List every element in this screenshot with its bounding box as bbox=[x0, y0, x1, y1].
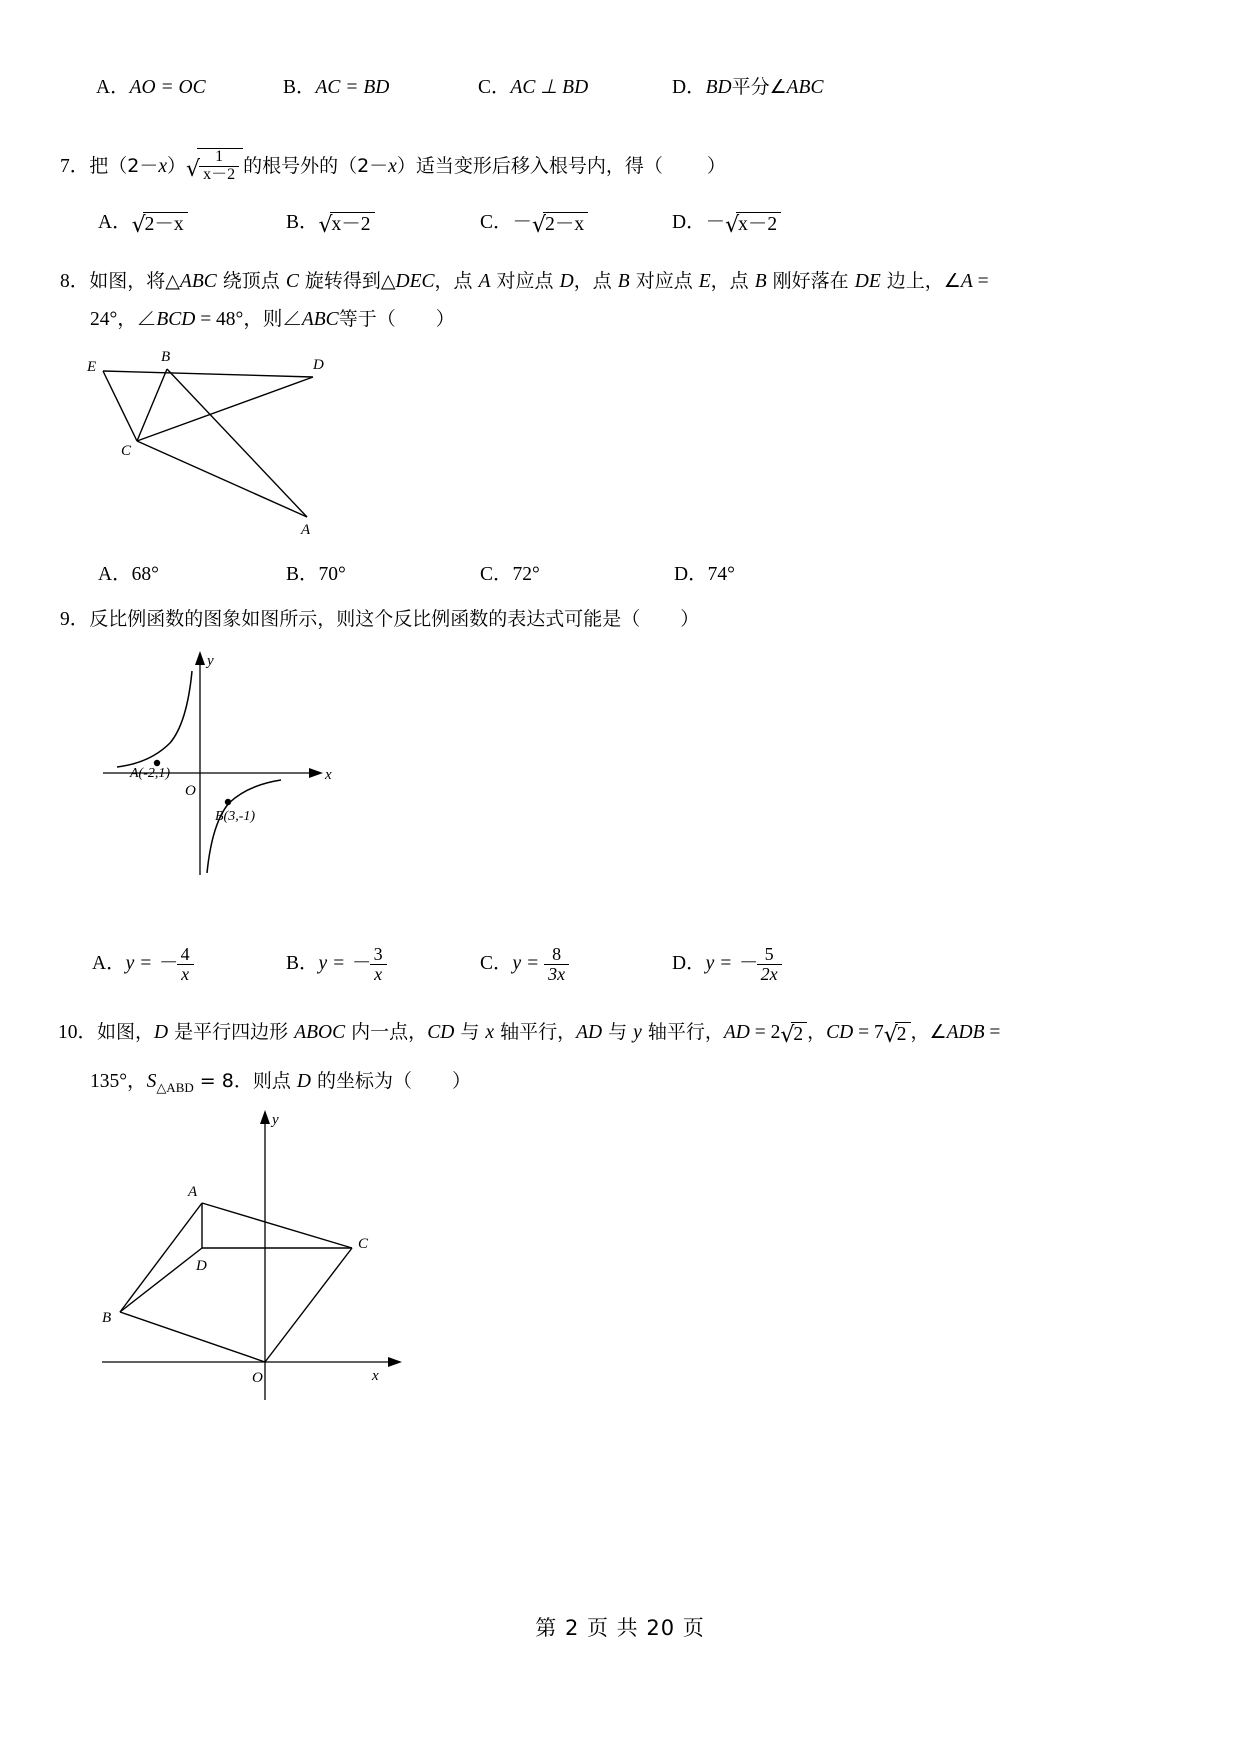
svg-text:x: x bbox=[325, 767, 332, 783]
q10-l1-j: = 7 bbox=[853, 1021, 884, 1043]
q8-abc2: ABC bbox=[301, 309, 339, 330]
svg-text:A(-2,1): A(-2,1) bbox=[130, 766, 171, 781]
q7-option-b-radicand: x－2 bbox=[330, 212, 375, 235]
q9-option-b-label: B． bbox=[286, 952, 319, 974]
svg-text:x: x bbox=[372, 1368, 379, 1384]
q10-l1-k: ，∠ bbox=[910, 1020, 947, 1043]
q9-option-b-lead: y = － bbox=[318, 952, 370, 974]
q8-l2-a: 24°，∠ bbox=[90, 309, 157, 330]
q10-ad: AD bbox=[576, 1021, 603, 1043]
q9-option-c-num: 8 bbox=[544, 945, 569, 965]
q10-ad2: AD bbox=[723, 1021, 750, 1043]
q8-option-d-text: 74° bbox=[707, 564, 735, 585]
q10-l1-h: = 2 bbox=[749, 1021, 781, 1043]
q10-l1-c: 内一点， bbox=[345, 1020, 428, 1043]
q9-stem-end: ） bbox=[680, 608, 700, 630]
q10-rad1: 2 bbox=[791, 1022, 807, 1045]
q6-option-a[interactable] bbox=[96, 78, 206, 98]
q9-figure bbox=[95, 645, 355, 885]
svg-text:B: B bbox=[102, 1310, 112, 1326]
q6-option-a-text: AO = OC bbox=[129, 77, 206, 98]
q10-l1-f: 与 bbox=[602, 1020, 634, 1043]
q10-l1-b: 是平行四边形 bbox=[168, 1020, 295, 1043]
q8-l1-d: ，点 bbox=[434, 270, 479, 292]
svg-text:O: O bbox=[252, 1370, 263, 1386]
q10-d2: D bbox=[296, 1071, 311, 1092]
q8-a: A bbox=[478, 271, 491, 292]
q9-option-b-num: 3 bbox=[370, 945, 387, 965]
q6-option-c[interactable] bbox=[478, 78, 588, 98]
q9-stem bbox=[60, 610, 699, 630]
q8-number: 8． bbox=[60, 271, 90, 292]
q10-y: y bbox=[633, 1021, 642, 1043]
q10-stem-line2 bbox=[90, 1072, 471, 1094]
radical-sign-icon: √ bbox=[725, 213, 740, 238]
q7-option-d-sign: － bbox=[705, 211, 726, 233]
radical-sign-icon: √ bbox=[532, 213, 547, 238]
q9-option-d-label: D． bbox=[672, 952, 706, 974]
q8-l1-f: ，点 bbox=[573, 270, 618, 292]
q6-option-d-cn: 平分∠ bbox=[731, 76, 787, 98]
q9-option-c-lead: y = bbox=[512, 952, 545, 974]
q9-option-a[interactable] bbox=[92, 945, 194, 984]
q8-option-c-label: C． bbox=[480, 564, 513, 585]
triangle-symbol-icon: △ bbox=[380, 270, 396, 292]
q10-s-label: S bbox=[146, 1071, 157, 1092]
q8-bcd: BCD bbox=[156, 309, 196, 330]
q8-l1-i: 刚好落在 bbox=[766, 270, 855, 292]
q10-aboc: ABOC bbox=[294, 1021, 346, 1043]
q8-l1-j: 边上，∠ bbox=[880, 270, 961, 292]
q8-figure bbox=[85, 345, 365, 545]
q8-l1-a: 如图，将 bbox=[89, 270, 166, 292]
q7-stem-part1: 把（2－ bbox=[89, 154, 159, 177]
q10-l1-l: = bbox=[984, 1021, 1001, 1043]
q8-b2: B bbox=[754, 271, 767, 292]
q10-cd2: CD bbox=[826, 1021, 854, 1043]
radical-sign-icon: √ bbox=[780, 1023, 795, 1048]
radical-sign-icon: √ bbox=[318, 213, 333, 238]
q9-option-c-den: 3x bbox=[548, 963, 566, 984]
svg-text:B: B bbox=[161, 349, 171, 365]
svg-text:O: O bbox=[185, 783, 196, 799]
q8-d: D bbox=[559, 271, 574, 292]
svg-text:y: y bbox=[207, 653, 214, 669]
q7-option-c-radicand: 2－x bbox=[543, 212, 588, 235]
q7-stem-part4: ）适当变形后移入根号内，得（ bbox=[396, 154, 663, 177]
q8-b: B bbox=[617, 271, 630, 292]
q6-option-d[interactable] bbox=[672, 78, 823, 98]
q10-x: x bbox=[485, 1021, 495, 1043]
q9-option-d-num: 5 bbox=[757, 945, 782, 965]
q9-option-d-lead: y = － bbox=[705, 952, 757, 974]
q9-option-a-label: A． bbox=[92, 952, 126, 974]
svg-text:D: D bbox=[313, 357, 324, 373]
q8-l2-b: = 48°，则∠ bbox=[195, 309, 302, 330]
q10-rad2: 2 bbox=[895, 1022, 911, 1045]
q6-option-b-label: B． bbox=[283, 77, 316, 98]
q9-stem-text: 反比例函数的图象如图所示，则这个反比例函数的表达式可能是（ bbox=[89, 608, 641, 630]
q8-c: C bbox=[285, 271, 299, 292]
q10-l2-d: ） bbox=[452, 1070, 472, 1092]
q7-stem-part5: ） bbox=[706, 154, 726, 177]
q9-option-a-den: x bbox=[181, 963, 190, 984]
q7-stem-x2: x bbox=[388, 155, 397, 177]
svg-text:E: E bbox=[87, 359, 97, 375]
q6-option-c-text: AC ⊥ BD bbox=[510, 77, 589, 98]
q7-stem-part2: ） bbox=[167, 154, 187, 177]
q8-option-a[interactable] bbox=[98, 565, 159, 585]
q7-radical-denominator: x－2 bbox=[203, 165, 236, 183]
q7-option-a[interactable] bbox=[98, 211, 188, 238]
q7-option-b[interactable] bbox=[286, 211, 375, 238]
q8-e: E bbox=[698, 271, 711, 292]
q9-option-d[interactable] bbox=[672, 945, 782, 984]
q10-stem-line1 bbox=[58, 1020, 1001, 1048]
q6-option-d-italic: BD bbox=[705, 77, 732, 98]
q7-option-d[interactable] bbox=[672, 211, 781, 238]
q8-option-c-text: 72° bbox=[512, 564, 540, 585]
q7-option-a-label: A． bbox=[98, 211, 132, 233]
q8-dec: DEC bbox=[395, 271, 435, 292]
q7-option-b-label: B． bbox=[286, 211, 319, 233]
q7-radical bbox=[186, 148, 243, 187]
q8-de: DE bbox=[854, 271, 881, 292]
q8-l1-h: ，点 bbox=[710, 270, 755, 292]
q8-option-b-text: 70° bbox=[318, 564, 346, 585]
radical-sign-icon: √ bbox=[186, 156, 201, 182]
radical-sign-icon: √ bbox=[883, 1023, 898, 1048]
q8-stem-line1 bbox=[60, 272, 989, 292]
q7-option-a-radicand: 2－x bbox=[143, 212, 188, 235]
q9-option-c-label: C． bbox=[480, 952, 513, 974]
q10-l2-a: 135°， bbox=[90, 1071, 147, 1092]
q8-abc: ABC bbox=[179, 271, 217, 292]
q8-option-d[interactable] bbox=[674, 565, 735, 585]
q9-option-b[interactable] bbox=[286, 945, 387, 984]
q7-number: 7． bbox=[60, 155, 90, 177]
q10-l1-a: 如图， bbox=[97, 1020, 155, 1043]
q10-l1-d: 与 bbox=[454, 1020, 486, 1043]
q7-stem-x1: x bbox=[158, 155, 168, 177]
q8-l1-g: 对应点 bbox=[629, 270, 699, 292]
q9-option-d-den: 2x bbox=[760, 963, 778, 984]
q7-option-c[interactable] bbox=[480, 211, 588, 238]
svg-text:D: D bbox=[196, 1258, 207, 1274]
q10-adb: ADB bbox=[946, 1021, 985, 1043]
q9-option-b-den: x bbox=[374, 963, 383, 984]
q6-option-a-label: A． bbox=[96, 77, 130, 98]
q8-l1-e: 对应点 bbox=[490, 270, 560, 292]
q10-l1-e: 轴平行， bbox=[494, 1020, 577, 1043]
q7-option-d-label: D． bbox=[672, 211, 706, 233]
q8-option-d-label: D． bbox=[674, 564, 708, 585]
q6-option-b[interactable] bbox=[283, 78, 389, 98]
svg-text:A: A bbox=[301, 522, 311, 538]
triangle-symbol-icon: △ bbox=[165, 270, 180, 292]
q6-option-b-text: AC = BD bbox=[315, 77, 390, 98]
q8-option-a-text: 68° bbox=[131, 564, 159, 585]
q10-l2-c: 的坐标为（ bbox=[311, 1070, 413, 1092]
q6-option-c-label: C． bbox=[478, 77, 511, 98]
svg-text:y: y bbox=[272, 1112, 279, 1128]
q7-option-d-radicand: x－2 bbox=[736, 212, 781, 235]
q8-option-c[interactable] bbox=[480, 565, 540, 585]
q8-option-a-label: A． bbox=[98, 564, 132, 585]
q10-number: 10． bbox=[58, 1021, 98, 1043]
q8-l1-b: 绕顶点 bbox=[216, 270, 286, 292]
q10-cd: CD bbox=[427, 1021, 455, 1043]
q6-option-d-italic2: ABC bbox=[786, 77, 824, 98]
q8-a2: A bbox=[960, 271, 973, 292]
q8-l1-c: 旋转得到 bbox=[298, 270, 381, 292]
q10-l1-i: ， bbox=[807, 1020, 827, 1043]
radical-sign-icon: √ bbox=[131, 213, 146, 238]
svg-text:B(3,-1): B(3,-1) bbox=[215, 809, 256, 824]
q7-stem-part3: 的根号外的（2－ bbox=[243, 154, 389, 177]
q9-option-c[interactable] bbox=[480, 945, 569, 984]
q7-stem bbox=[60, 148, 726, 187]
q8-option-b[interactable] bbox=[286, 565, 346, 585]
svg-text:C: C bbox=[121, 443, 132, 459]
q10-figure bbox=[90, 1100, 430, 1420]
q9-number: 9． bbox=[60, 609, 90, 630]
q10-d: D bbox=[154, 1021, 169, 1043]
q10-l1-g: 轴平行， bbox=[641, 1020, 724, 1043]
svg-text:C: C bbox=[358, 1236, 369, 1252]
q6-option-d-label: D． bbox=[672, 77, 706, 98]
q8-l2-c: 等于（ bbox=[338, 308, 396, 330]
q8-l1-k: = bbox=[972, 271, 989, 292]
q9-option-a-lead: y = － bbox=[125, 952, 177, 974]
q8-stem-line2 bbox=[90, 310, 455, 330]
q10-l2-b: = 8．则点 bbox=[193, 1070, 297, 1092]
q10-s-sub: △ABD bbox=[156, 1079, 194, 1095]
q8-l2-d: ） bbox=[435, 308, 455, 330]
q7-radical-numerator: 1 bbox=[199, 149, 239, 167]
q7-option-c-sign: － bbox=[512, 211, 533, 233]
q7-option-c-label: C． bbox=[480, 211, 513, 233]
q8-option-b-label: B． bbox=[286, 564, 319, 585]
page-footer: 第 2 页 共 20 页 bbox=[535, 1616, 705, 1640]
svg-text:A: A bbox=[188, 1184, 198, 1200]
q9-option-a-num: 4 bbox=[177, 945, 194, 965]
